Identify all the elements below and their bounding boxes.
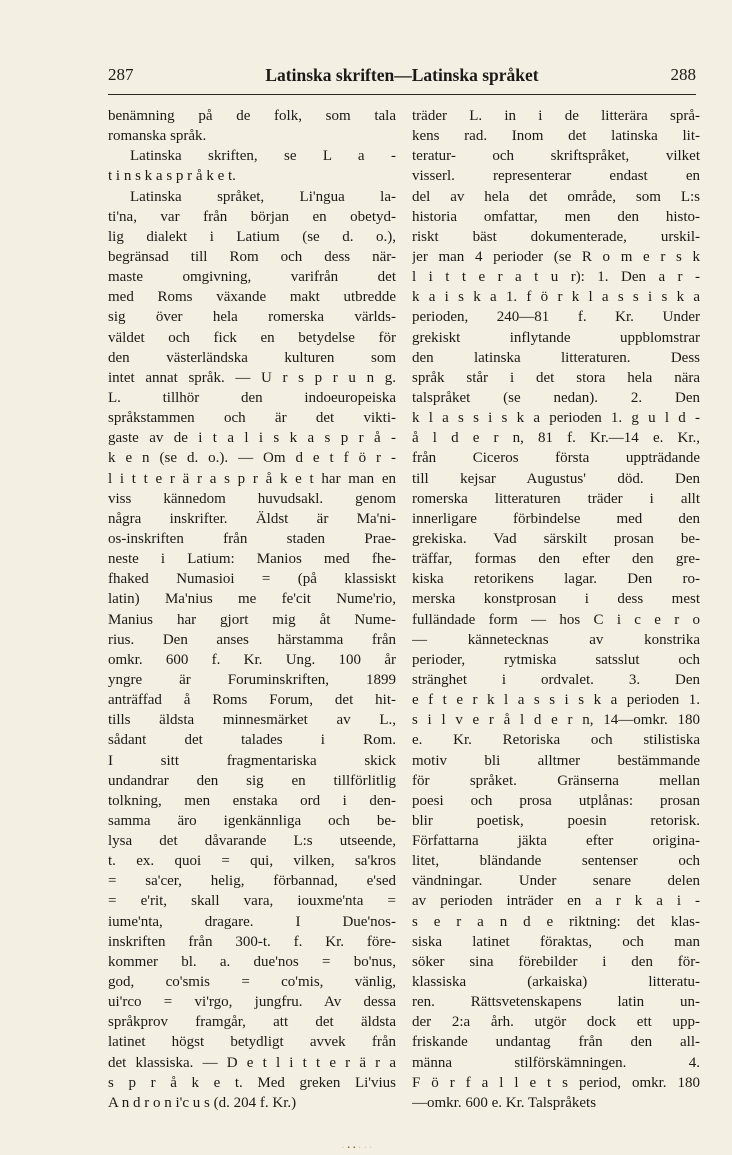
- text-line: motiv bli alltmer bestämmande: [412, 752, 700, 769]
- text-line: kiska retorikens lagar. Den ro-: [412, 571, 700, 588]
- text-line: omkr. 600 f. Kr. Ung. 100 år: [108, 651, 396, 668]
- text-line: vändningar. Under senare delen: [412, 873, 700, 890]
- running-title: Latinska skriften—Latinska språket: [265, 64, 539, 85]
- text-line: inskriften från 300-t. f. Kr. före-: [108, 933, 396, 950]
- text-line: gaste av de i t a l i s k a s p r å -: [108, 430, 396, 447]
- text-line: e. Kr. Retoriska och stilistiska: [412, 732, 700, 749]
- text-line: romanska språk.: [108, 128, 207, 145]
- left-column: [108, 106, 396, 1113]
- text-line: några inskrifter. Äldst är Ma'ni-: [108, 510, 396, 527]
- text-line: teratur- och skriftspråket, vilket: [412, 148, 700, 165]
- text-line: os-inskriften från staden Prae-: [108, 530, 396, 547]
- text-line: innerligare förbindelse med den: [412, 510, 700, 527]
- running-header: [108, 60, 696, 90]
- text-line: lysa det dåvarande L:s utseende,: [108, 833, 396, 850]
- text-line: undandrar den sig en tillförlitlig: [108, 772, 396, 789]
- text-line: = e'rit, skall vara, iouxme'nta =: [108, 893, 396, 910]
- text-line: siska latinet föraktas, och man: [412, 933, 700, 950]
- text-line: till kejsar Augustus' död. Den: [412, 470, 700, 487]
- text-line: klassiska (arkaiska) litteratu-: [412, 974, 700, 991]
- text-line: kens rad. Inom det latinska lit-: [412, 128, 700, 145]
- text-line: Författarna jäkta efter origina-: [412, 833, 700, 850]
- text-line: romerska litteraturen träder i allt: [412, 490, 700, 507]
- text-line: s i l v e r å l d e r n, 14—omkr. 180: [412, 712, 700, 729]
- text-line: den latinska litteraturen. Dess: [412, 349, 700, 366]
- text-line: träder L. in i de litterära språ-: [412, 108, 700, 124]
- text-line: fulländade form — hos C i c e r o: [412, 611, 700, 628]
- text-line: med Roms växande makt utbredde: [108, 289, 396, 306]
- text-line: merska konstprosan i dess mest: [412, 591, 700, 608]
- text-line: ti'na, var från början en obetyd-: [108, 208, 396, 225]
- text-line: friskande undantag från den all-: [412, 1034, 700, 1051]
- text-line: begränsad till Rom och dess när-: [108, 248, 396, 265]
- text-line: benämning på de folk, som tala: [108, 108, 396, 124]
- text-line: perioden, 240—81 f. Kr. Under: [412, 309, 700, 326]
- text-line: riskt bäst dokumenterade, urskil-: [412, 228, 700, 245]
- right-page-number: 288: [670, 65, 696, 84]
- text-line: å l d e r n, 81 f. Kr.—14 e. Kr.,: [412, 430, 700, 447]
- text-line: k e n (se d. o.). — Om d e t f ö r -: [108, 450, 396, 467]
- text-line: iume'nta, dragare. I Due'nos-: [108, 913, 396, 930]
- text-line: fhaked Numasioi = (på klassiskt: [108, 571, 396, 588]
- header-rule: [108, 94, 696, 95]
- text-line: för språket. Gränserna mellan: [412, 772, 700, 789]
- text-line: kommer bl. a. due'nos = bo'nus,: [108, 953, 396, 970]
- text-line: söker sina förebilder i den för-: [412, 953, 700, 970]
- text-line: rius. Den anses härstamma från: [108, 631, 396, 648]
- text-line: I sitt fragmentariska skick: [108, 752, 396, 769]
- text-line: Latinska språket, Li'ngua la-: [130, 188, 396, 205]
- text-line: historia omfattar, men den histo-: [412, 208, 700, 225]
- text-line: l i t t e r ä r a s p r å k e t har man en: [108, 470, 396, 487]
- text-line: latinet högst betydligt avvek från: [108, 1034, 396, 1051]
- text-line: F ö r f a l l e t s period, omkr. 180: [412, 1074, 700, 1091]
- decorative-mark: · ▪ ▪ · · ·: [342, 1145, 373, 1151]
- text-line: der 2:a årh. utgör dock ett upp-: [412, 1014, 700, 1031]
- text-line: av perioden inträder en a r k a i -: [412, 893, 700, 910]
- text-line: träffar, formas den efter den gre-: [412, 551, 700, 568]
- text-line: viss kännedom huvudsakl. genom: [108, 490, 396, 507]
- text-line: väldet och fick en betydelse för: [108, 329, 396, 346]
- text-line: männa stilförskämningen. 4.: [412, 1054, 700, 1071]
- text-line: —omkr. 600 e. Kr. Talspråkets: [412, 1094, 597, 1111]
- text-line: språkprov framgår, att det äldsta: [108, 1014, 396, 1031]
- text-line: neste i Latium: Manios med fhe-: [108, 551, 396, 568]
- text-line: k a i s k a 1. f ö r k l a s s i s k a: [412, 289, 700, 306]
- text-line: tolkning, men enstaka ord i den-: [108, 792, 396, 809]
- text-line: blir poetisk, poesin retorisk.: [412, 812, 700, 829]
- text-line: t. ex. quoi = qui, vilken, sa'kros: [108, 853, 396, 870]
- text-line: L. tillhör den indoeuropeiska: [108, 389, 396, 406]
- text-line: l i t t e r a t u r): 1. Den a r -: [412, 269, 700, 286]
- text-line: stränghet i ordvalet. 3. Den: [412, 671, 700, 688]
- text-line: — kännetecknas av konstrika: [412, 631, 700, 648]
- text-line: Latinska skriften, se L a -: [130, 148, 396, 165]
- text-line: maste omgivning, varifrån det: [108, 269, 396, 286]
- text-line: från Ciceros första uppträdande: [412, 450, 700, 467]
- text-line: visserl. representerar endast en: [412, 168, 700, 185]
- text-line: s e r a n d e riktning: det klas-: [412, 913, 700, 930]
- text-line: Manius har gjort mig åt Nume-: [108, 611, 396, 628]
- right-column: [412, 106, 700, 1113]
- text-line: k l a s s i s k a perioden 1. g u l d -: [412, 410, 700, 427]
- text-line: talspråket (se nedan). 2. Den: [412, 389, 700, 406]
- text-line: e f t e r k l a s s i s k a perioden 1.: [412, 692, 700, 709]
- text-line: sig över hela romerska världs-: [108, 309, 396, 326]
- text-line: litet, bländande sentenser och: [412, 853, 700, 870]
- left-page-number: 287: [108, 65, 134, 84]
- text-line: god, co'smis = co'mis, vänlig,: [108, 974, 396, 991]
- text-line: anträffad å Roms Forum, det hit-: [108, 692, 396, 709]
- text-line: latin) Ma'nius me fe'cit Nume'rio,: [108, 591, 396, 608]
- text-line: språk står i det stora hela nära: [412, 369, 700, 386]
- text-line: ren. Rättsvetenskapens latin un-: [412, 994, 700, 1011]
- text-line: den västerländska kulturen som: [108, 349, 396, 366]
- text-line: det klassiska. — D e t l i t t e r ä r a: [108, 1054, 396, 1071]
- text-line: grekiskt inflytande uppblomstrar: [412, 329, 700, 346]
- text-line: ui'rco = vi'rgo, jungfru. Av dessa: [108, 994, 396, 1011]
- text-line: språkstammen och är det vikti-: [108, 410, 396, 427]
- text-line: t i n s k a s p r å k e t.: [108, 168, 236, 185]
- text-line: lig dialekt i Latium (se d. o.),: [108, 228, 396, 245]
- text-line: = sa'cer, helig, förbannad, e'sed: [108, 873, 396, 890]
- text-line: grekiska. Vad särskilt prosan be-: [412, 530, 700, 547]
- text-line: A n d r o n i'c u s (d. 204 f. Kr.): [108, 1094, 297, 1111]
- text-line: s p r å k e t. Med greken Li'vius: [108, 1074, 396, 1091]
- text-line: perioder, rytmiska satsslut och: [412, 651, 700, 668]
- text-line: samma äro igenkännliga och be-: [108, 812, 396, 829]
- text-line: sådant det talades i Rom.: [108, 732, 396, 749]
- text-line: del av hela det område, som L:s: [412, 188, 700, 205]
- text-line: jer man 4 perioder (se R o m e r s k: [412, 248, 700, 265]
- text-line: intet annat språk. — U r s p r u n g.: [108, 369, 396, 386]
- text-line: poesi och prosa utplånas: prosan: [412, 792, 700, 809]
- text-line: tills äldsta minnesmärket av L.,: [108, 712, 396, 729]
- text-line: yngre är Foruminskriften, 1899: [108, 671, 396, 688]
